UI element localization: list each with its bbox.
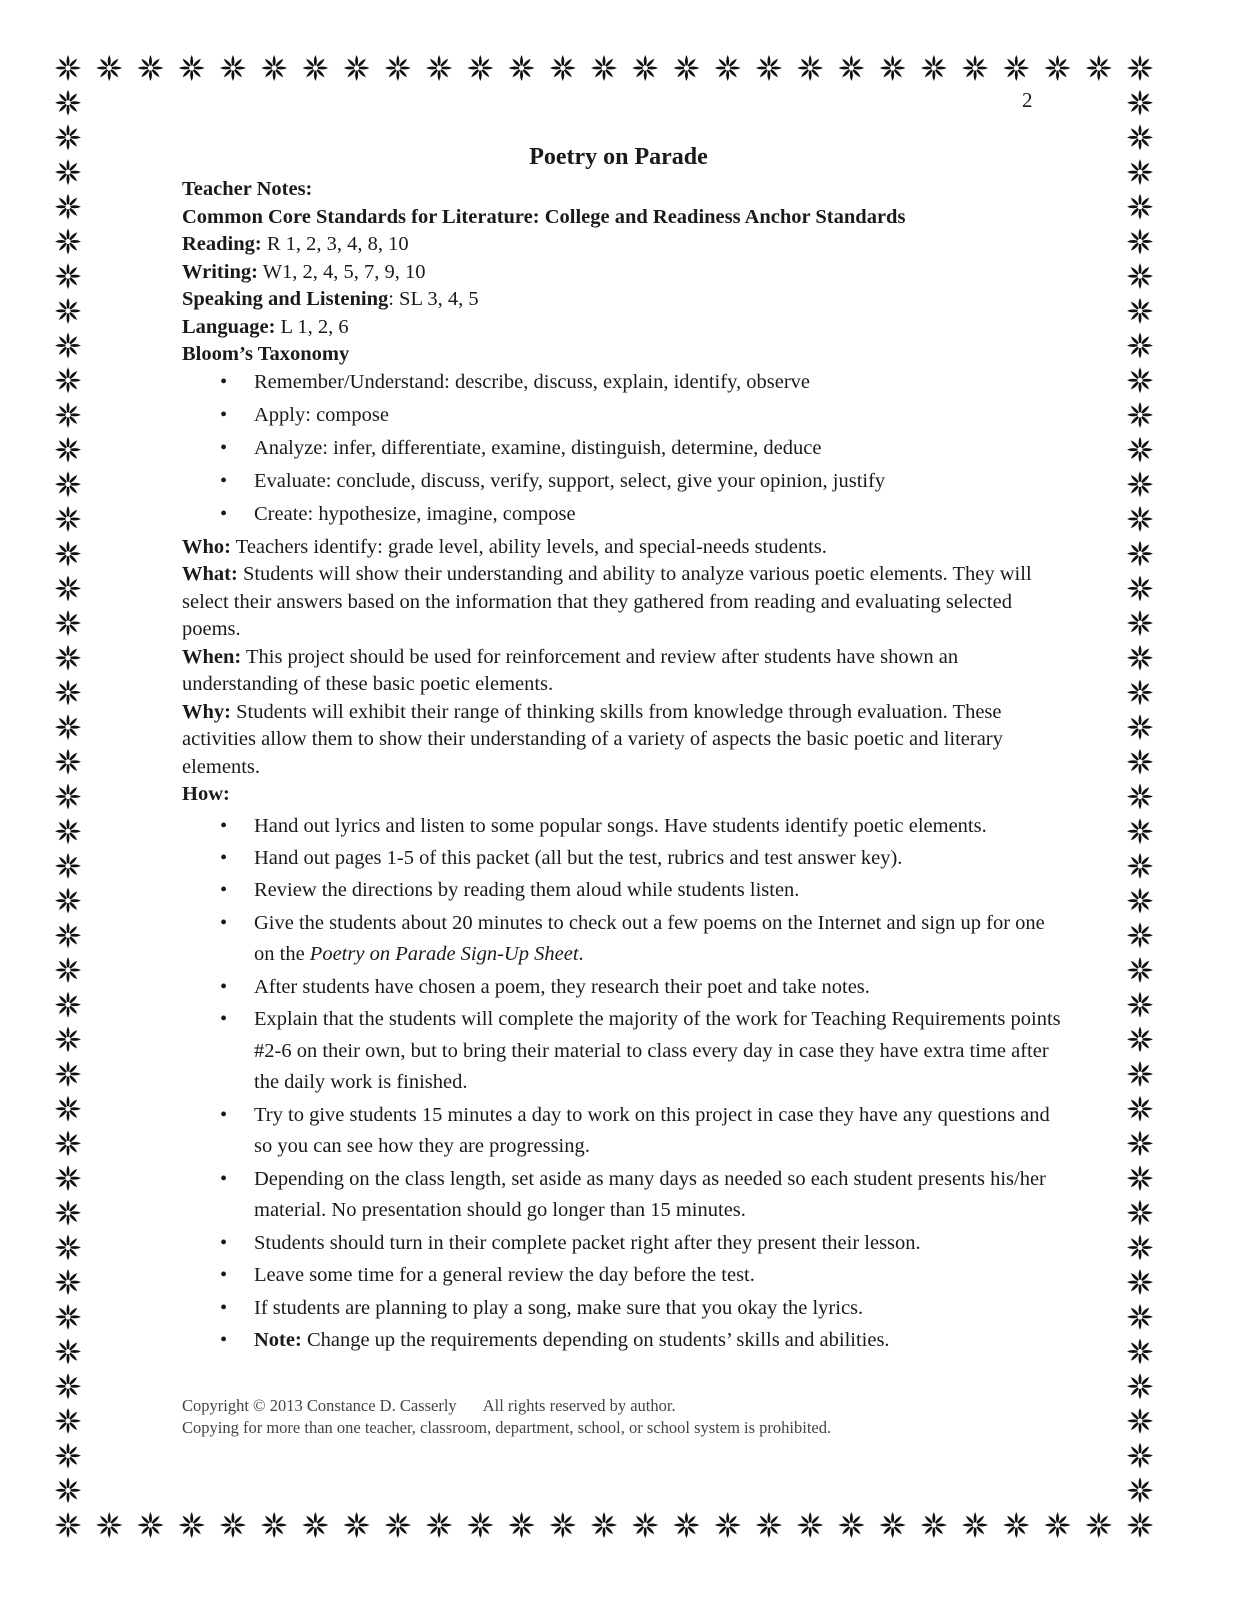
asterisk-flower-icon [467,1512,493,1538]
asterisk-flower-icon [55,957,81,983]
asterisk-flower-icon [673,1512,699,1538]
asterisk-flower-icon [1127,298,1153,324]
standard-reading [182,231,1062,259]
standard-language [182,314,1062,342]
standard-value: R 1, 2, 3, 4, 8, 10 [261,233,409,255]
asterisk-flower-icon [1127,1061,1153,1087]
asterisk-flower-icon [344,55,370,81]
asterisk-flower-icon [137,55,163,81]
asterisk-flower-icon [179,55,205,81]
list-item: • Review the directions by reading them aloud while students listen. [182,875,1062,907]
asterisk-flower-icon [1127,1130,1153,1156]
who-text: Teachers identify: grade level, ability levels, and special-needs students. [230,535,827,558]
copyright-text: Copyright © 2013 Constance D. Casserly [182,1396,457,1415]
asterisk-flower-icon [1127,645,1153,671]
asterisk-flower-icon [1003,1512,1029,1538]
asterisk-flower-icon [1127,818,1153,844]
asterisk-flower-icon [55,645,81,671]
asterisk-flower-icon [55,1512,81,1538]
asterisk-flower-icon [55,1026,81,1052]
page-number: 2 [1022,88,1033,112]
asterisk-flower-icon [1127,1477,1153,1503]
asterisk-flower-icon [55,1165,81,1191]
give-text-end: . [578,943,584,965]
asterisk-flower-icon [55,922,81,948]
rights-text: All rights reserved by author. [482,1396,676,1415]
asterisk-flower-icon [1127,506,1153,532]
asterisk-flower-icon [1127,1200,1153,1226]
asterisk-flower-icon [1127,1373,1153,1399]
list-item: • Leave some time for a general review the day before the test. [182,1260,1062,1292]
asterisk-flower-icon [715,55,741,81]
list-item: • Hand out pages 1-5 of this packet (all but the test, rubrics and test answer key). [182,843,1062,875]
signup-sheet-title: Poetry on Parade Sign-Up Sheet [309,943,579,965]
asterisk-flower-icon [1127,228,1153,254]
asterisk-flower-icon [55,714,81,740]
asterisk-flower-icon [1127,1096,1153,1122]
asterisk-flower-icon [1127,992,1153,1018]
why-paragraph [182,699,1062,782]
asterisk-flower-icon [55,610,81,636]
who-label: Who: [182,535,231,558]
asterisk-flower-icon [55,228,81,254]
asterisk-flower-icon [220,55,246,81]
asterisk-flower-icon [55,1061,81,1087]
standard-speaking-listening [182,286,1062,314]
asterisk-flower-icon [261,1512,287,1538]
what-paragraph [182,561,1062,644]
asterisk-flower-icon [1045,55,1071,81]
asterisk-flower-icon [1127,1408,1153,1434]
teacher-notes-body [182,176,1062,1358]
asterisk-flower-icon [385,1512,411,1538]
asterisk-flower-icon [55,888,81,914]
list-item: • Students should turn in their complete packet right after they present their lesson. [182,1228,1062,1260]
why-label: Why: [182,700,231,723]
list-item [182,1325,1062,1357]
asterisk-flower-icon [302,1512,328,1538]
standard-label: Language: [182,315,276,338]
asterisk-flower-icon [467,55,493,81]
asterisk-flower-icon [179,1512,205,1538]
asterisk-flower-icon [1127,402,1153,428]
asterisk-flower-icon [1127,437,1153,463]
asterisk-flower-icon [1127,55,1153,81]
list-item: • Analyze: infer, differentiate, examine, distinguish, determine, deduce [182,435,1062,463]
asterisk-flower-icon [838,55,864,81]
asterisk-flower-icon [302,55,328,81]
asterisk-flower-icon [55,575,81,601]
standard-value: : SL 3, 4, 5 [388,288,479,310]
standard-writing [182,259,1062,287]
asterisk-flower-icon [55,1234,81,1260]
asterisk-flower-icon [1086,1512,1112,1538]
bloom-list [182,369,1062,529]
asterisk-flower-icon [1127,784,1153,810]
page-title: Poetry on Parade [529,144,708,170]
asterisk-flower-icon [591,55,617,81]
asterisk-flower-icon [1127,1512,1153,1538]
asterisk-flower-icon [1127,1269,1153,1295]
why-text: Students will exhibit their range of thinking skills from knowledge through evaluation. These activities allow them to show their understanding of a variety of aspects the basic poetic and literary elements. [182,700,1003,778]
list-item: • If students are planning to play a song, make sure that you okay the lyrics. [182,1293,1062,1325]
asterisk-flower-icon [55,263,81,289]
asterisk-flower-icon [55,1373,81,1399]
asterisk-flower-icon [756,55,782,81]
asterisk-flower-icon [55,367,81,393]
asterisk-flower-icon [426,55,452,81]
when-label: When: [182,645,242,668]
asterisk-flower-icon [261,55,287,81]
standard-value: L 1, 2, 6 [275,315,349,338]
list-item: • After students have chosen a poem, they research their poet and take notes. [182,972,1062,1004]
asterisk-flower-icon [55,1477,81,1503]
list-item: • Apply: compose [182,402,1062,430]
how-heading: How: [182,783,230,805]
asterisk-flower-icon [1127,90,1153,116]
when-paragraph [182,644,1062,699]
asterisk-flower-icon [591,1512,617,1538]
asterisk-flower-icon [1127,957,1153,983]
list-item: • Depending on the class length, set aside as many days as needed so each student presents his/her material. No presentation should go longer than 15 minutes. [182,1164,1062,1227]
note-text: Change up the requirements depending on students’ skills and abilities. [301,1329,890,1351]
asterisk-flower-icon [220,1512,246,1538]
copyright-line [182,1395,831,1417]
who-paragraph [182,534,1062,562]
list-item: • Remember/Understand: describe, discuss, explain, identify, observe [182,369,1062,397]
asterisk-flower-icon [55,506,81,532]
asterisk-flower-icon [1127,714,1153,740]
asterisk-flower-icon [55,1304,81,1330]
asterisk-flower-icon [55,90,81,116]
asterisk-flower-icon [55,784,81,810]
asterisk-flower-icon [55,1269,81,1295]
asterisk-flower-icon [137,1512,163,1538]
asterisk-flower-icon [55,1408,81,1434]
asterisk-flower-icon [1127,922,1153,948]
asterisk-flower-icon [55,818,81,844]
asterisk-flower-icon [1127,263,1153,289]
asterisk-flower-icon [1127,471,1153,497]
asterisk-flower-icon [55,55,81,81]
asterisk-flower-icon [1086,55,1112,81]
asterisk-flower-icon [550,1512,576,1538]
copyright-footer [182,1395,831,1439]
asterisk-flower-icon [632,1512,658,1538]
asterisk-flower-icon [838,1512,864,1538]
asterisk-flower-icon [344,1512,370,1538]
asterisk-flower-icon [797,1512,823,1538]
list-item: • Evaluate: conclude, discuss, verify, support, select, give your opinion, justify [182,468,1062,496]
asterisk-flower-icon [1045,1512,1071,1538]
asterisk-flower-icon [55,1443,81,1469]
asterisk-flower-icon [55,471,81,497]
asterisk-flower-icon [55,1339,81,1365]
asterisk-flower-icon [55,853,81,879]
asterisk-flower-icon [1127,1234,1153,1260]
teacher-notes-heading: Teacher Notes: [182,178,313,200]
asterisk-flower-icon [55,1200,81,1226]
asterisk-flower-icon [55,402,81,428]
note-label: Note: [254,1329,302,1351]
asterisk-flower-icon [1127,1165,1153,1191]
asterisk-flower-icon [1127,888,1153,914]
list-item: • Hand out lyrics and listen to some popular songs. Have students identify poetic elements. [182,813,1062,840]
standard-label: Reading: [182,233,262,255]
list-item: • Explain that the students will complete the majority of the work for Teaching Requirements points #2-6 on their own, but to bring their material to class every day in case they have extra time after the daily work is finished. [182,1004,1062,1099]
asterisk-flower-icon [55,992,81,1018]
asterisk-flower-icon [1127,749,1153,775]
asterisk-flower-icon [715,1512,741,1538]
asterisk-flower-icon [1127,575,1153,601]
asterisk-flower-icon [550,55,576,81]
asterisk-flower-icon [509,1512,535,1538]
asterisk-flower-icon [385,55,411,81]
asterisk-flower-icon [921,1512,947,1538]
asterisk-flower-icon [962,1512,988,1538]
asterisk-flower-icon [1127,194,1153,220]
asterisk-flower-icon [1127,853,1153,879]
asterisk-flower-icon [96,1512,122,1538]
list-item: • Try to give students 15 minutes a day to work on this project in case they have any questions and so you can see how they are progressing. [182,1100,1062,1163]
asterisk-flower-icon [96,55,122,81]
list-item: • Create: hypothesize, imagine, compose [182,501,1062,529]
asterisk-flower-icon [1127,1443,1153,1469]
asterisk-flower-icon [55,298,81,324]
asterisk-flower-icon [1127,610,1153,636]
standard-label: Writing: [182,260,258,283]
asterisk-flower-icon [55,1130,81,1156]
when-text: This project should be used for reinforcement and review after students have shown an understanding of these basic poetic elements. [182,645,959,695]
standards-heading: Common Core Standards for Literature: College and Readiness Anchor Standards [182,205,906,228]
standard-label: Speaking and Listening [182,288,389,310]
asterisk-flower-icon [632,55,658,81]
asterisk-flower-icon [55,437,81,463]
asterisk-flower-icon [55,194,81,220]
give-text: Give the students about 20 minutes to check out a few poems on the Internet and sign up for one on the [254,911,1045,965]
asterisk-flower-icon [1127,1304,1153,1330]
prohibited-line: Copying for more than one teacher, classroom, department, school, or school system is prohibited. [182,1418,832,1437]
asterisk-flower-icon [1003,55,1029,81]
asterisk-flower-icon [55,1096,81,1122]
asterisk-flower-icon [55,679,81,705]
asterisk-flower-icon [509,55,535,81]
asterisk-flower-icon [797,55,823,81]
asterisk-flower-icon [921,55,947,81]
asterisk-flower-icon [1127,541,1153,567]
what-label: What: [182,563,238,585]
asterisk-flower-icon [673,55,699,81]
asterisk-flower-icon [1127,679,1153,705]
standard-value: W1, 2, 4, 5, 7, 9, 10 [257,260,426,283]
what-text: Students will show their understanding and ability to analyze various poetic elements. They will select their answers based on the information that they gathered from reading and evaluating selected poems. [182,563,1032,640]
asterisk-flower-icon [880,55,906,81]
asterisk-flower-icon [1127,1339,1153,1365]
asterisk-flower-icon [55,333,81,359]
list-item [182,908,1062,971]
asterisk-flower-icon [1127,1026,1153,1052]
bloom-heading: Bloom’s Taxonomy [182,343,350,365]
asterisk-flower-icon [426,1512,452,1538]
asterisk-flower-icon [1127,333,1153,359]
how-list [182,813,1062,1357]
asterisk-flower-icon [55,749,81,775]
asterisk-flower-icon [55,541,81,567]
asterisk-flower-icon [962,55,988,81]
asterisk-flower-icon [1127,367,1153,393]
asterisk-flower-icon [756,1512,782,1538]
asterisk-flower-icon [880,1512,906,1538]
